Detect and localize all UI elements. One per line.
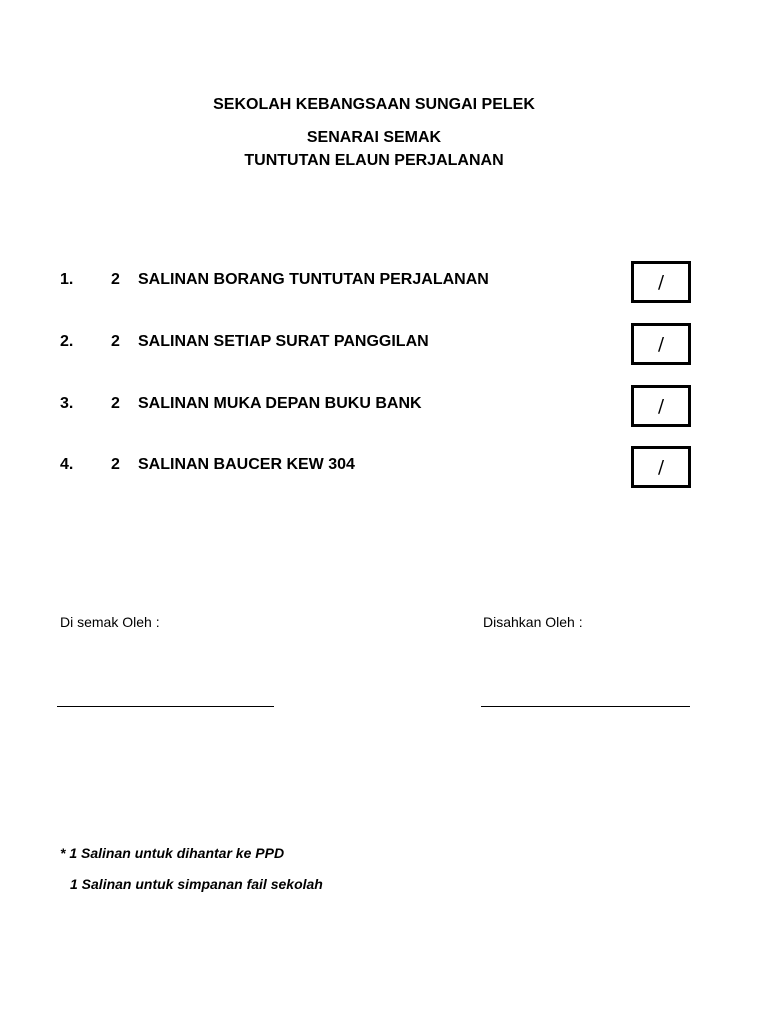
checklist-item	[60, 261, 700, 301]
item-quantity: 2	[111, 271, 120, 288]
item-checkbox[interactable]: /	[631, 385, 691, 427]
item-quantity: 2	[111, 333, 120, 350]
copy-note-school-file: 1 Salinan untuk simpanan fail sekolah	[70, 876, 323, 892]
checklist-item	[60, 385, 700, 425]
item-quantity: 2	[111, 456, 120, 473]
document-title: SENARAI SEMAK	[306, 129, 442, 146]
item-quantity: 2	[111, 395, 120, 412]
item-description: SALINAN SETIAP SURAT PANGGILAN	[138, 333, 429, 350]
item-number: 2.	[60, 333, 74, 350]
checked-by-signature-line[interactable]	[57, 706, 274, 707]
checklist-item	[60, 446, 700, 486]
school-name: SEKOLAH KEBANGSAAN SUNGAI PELEK	[213, 96, 535, 113]
item-number: 4.	[60, 456, 74, 473]
item-checkbox[interactable]: /	[631, 446, 691, 488]
item-checkbox[interactable]: /	[631, 261, 691, 303]
item-number: 1.	[60, 271, 74, 288]
approved-by-label: Disahkan Oleh :	[483, 614, 583, 630]
item-description: SALINAN MUKA DEPAN BUKU BANK	[138, 395, 422, 412]
item-description: SALINAN BAUCER KEW 304	[138, 456, 355, 473]
checked-by-label: Di semak Oleh :	[60, 614, 160, 630]
document-subtitle: TUNTUTAN ELAUN PERJALANAN	[244, 152, 504, 169]
item-checkbox[interactable]: /	[631, 323, 691, 365]
item-description: SALINAN BORANG TUNTUTAN PERJALANAN	[138, 271, 489, 288]
checklist-item	[60, 323, 700, 363]
copy-note-ppd: * 1 Salinan untuk dihantar ke PPD	[60, 845, 285, 861]
item-number: 3.	[60, 395, 74, 412]
approved-by-signature-line[interactable]	[481, 706, 690, 707]
